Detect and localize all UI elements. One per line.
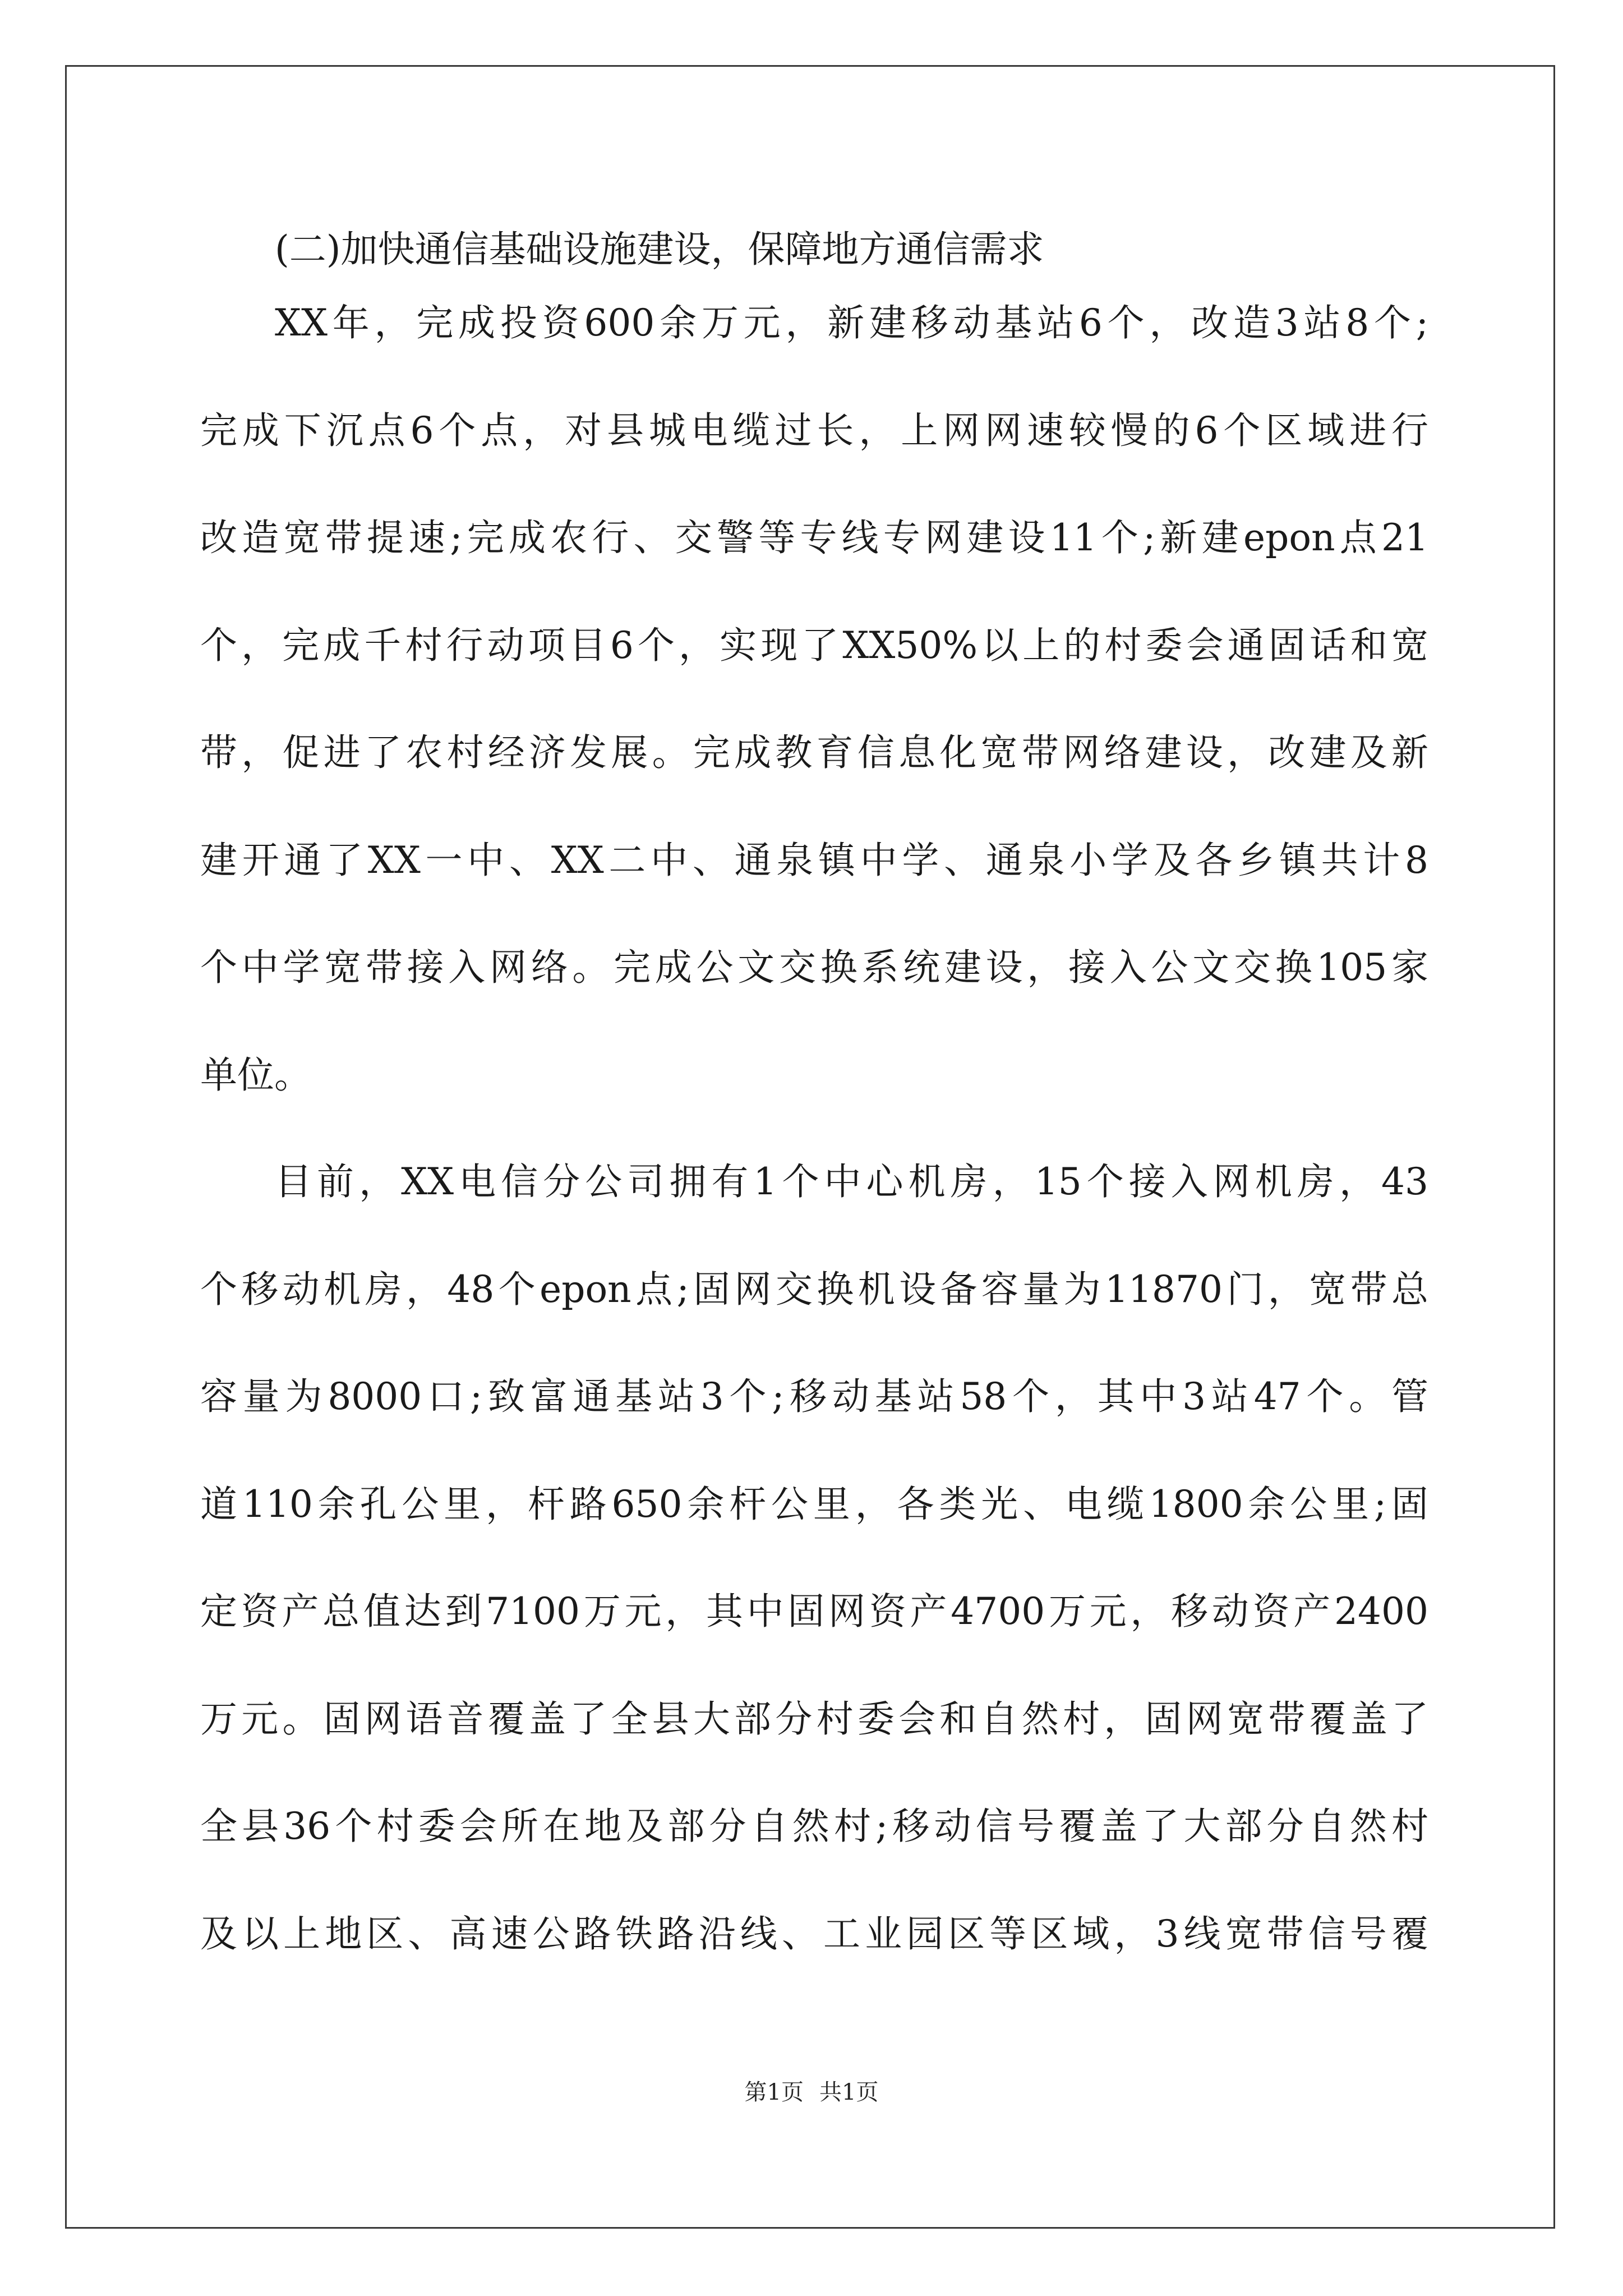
paragraph-line: 定资产总值达到7100万元，其中固网资产4700万元，移动资产2400	[200, 1590, 1428, 1633]
paragraph-line: 带，促进了农村经济发展。完成教育信息化宽带网络建设，改建及新	[200, 731, 1428, 774]
paragraph-line: 单位。	[200, 1053, 311, 1097]
page-footer	[0, 2076, 1623, 2109]
paragraph-line: 万元。固网语音覆盖了全县大部分村委会和自然村，固网宽带覆盖了	[200, 1697, 1428, 1741]
page-total: 共1页	[819, 2079, 879, 2105]
paragraph-line: 道110余孔公里，杆路650余杆公里，各类光、电缆1800余公里;固	[200, 1483, 1428, 1526]
paragraph-line: 个，完成千村行动项目6个，实现了XX50%以上的村委会通固话和宽	[200, 624, 1428, 667]
paragraph-line: 及以上地区、高速公路铁路沿线、工业园区等区域，3线宽带信号覆	[200, 1912, 1428, 1955]
section-heading: (二)加快通信基础设施建设，保障地方通信需求	[275, 228, 1044, 271]
paragraph-line: 完成下沉点6个点，对县城电缆过长，上网网速较慢的6个区域进行	[200, 409, 1428, 452]
page-border	[65, 65, 1555, 2229]
paragraph-line: 个移动机房，48个epon点;固网交换机设备容量为11870门，宽带总	[200, 1268, 1428, 1311]
paragraph-line: 目前，XX电信分公司拥有1个中心机房，15个接入网机房，43	[275, 1160, 1428, 1203]
page-number: 第1页	[744, 2079, 804, 2105]
paragraph-line: 个中学宽带接入网络。完成公文交换系统建设，接入公文交换105家	[200, 946, 1428, 989]
paragraph-line: 容量为8000口;致富通基站3个;移动基站58个，其中3站47个。管	[200, 1375, 1428, 1418]
paragraph-line: 建开通了XX一中、XX二中、通泉镇中学、通泉小学及各乡镇共计8	[200, 839, 1428, 882]
paragraph-line: 全县36个村委会所在地及部分自然村;移动信号覆盖了大部分自然村	[200, 1805, 1428, 1848]
paragraph-line: 改造宽带提速;完成农行、交警等专线专网建设11个;新建epon点21	[200, 516, 1428, 559]
paragraph-line: XX年，完成投资600余万元，新建移动基站6个，改造3站8个;	[275, 301, 1428, 344]
